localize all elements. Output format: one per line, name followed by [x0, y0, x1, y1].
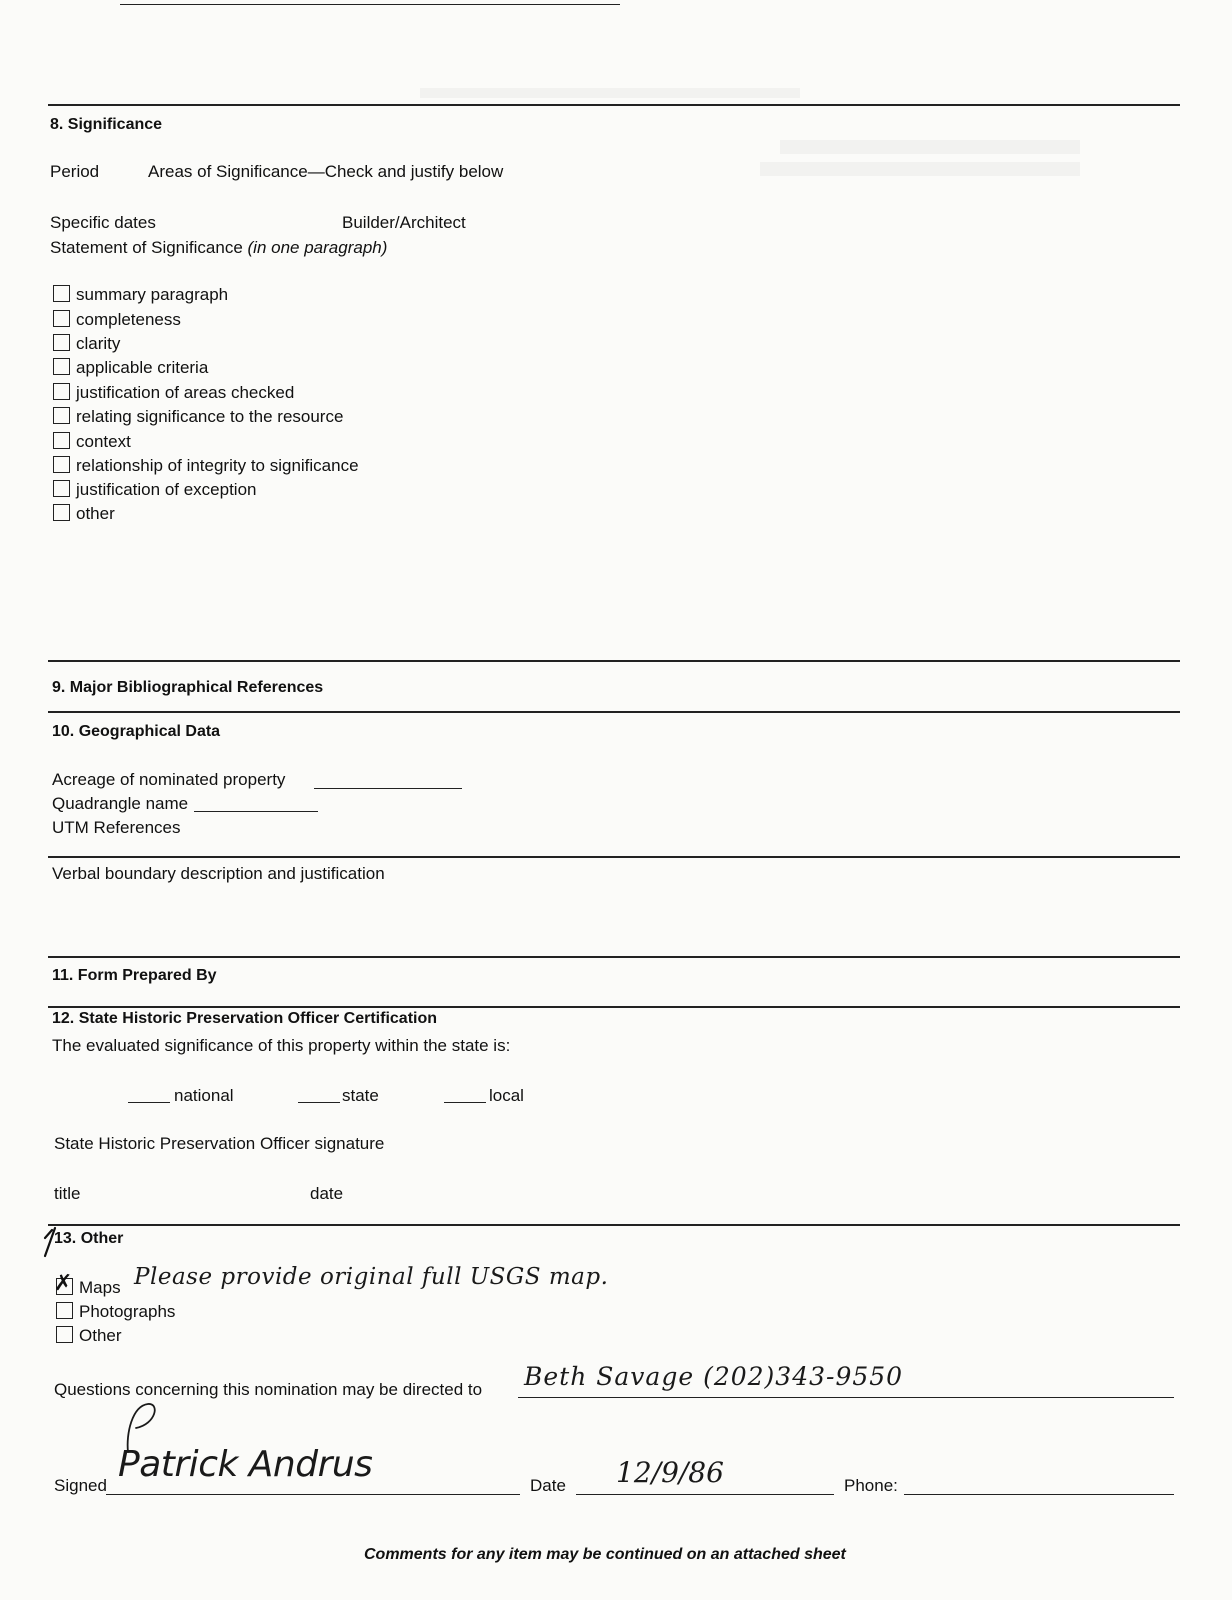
builder-architect-label: Builder/Architect	[342, 213, 466, 232]
checkbox[interactable]	[53, 285, 70, 302]
section-12-heading: 12. State Historic Preservation Officer Certification	[52, 1010, 438, 1027]
date-label: Date	[530, 1476, 566, 1495]
national-blank[interactable]	[128, 1102, 170, 1103]
national-label: national	[174, 1086, 234, 1105]
other-item-photographs	[56, 1302, 175, 1322]
checkbox[interactable]	[53, 383, 70, 400]
shpo-signature-label: State Historic Preservation Officer signature	[54, 1134, 385, 1153]
checklist-item	[53, 383, 294, 403]
checklist-item	[53, 310, 181, 330]
evaluated-significance-statement: The evaluated significance of this property within the state is:	[52, 1036, 511, 1055]
checklist-item	[53, 407, 343, 427]
quadrangle-label: Quadrangle name	[52, 794, 189, 813]
section-8-rule	[48, 104, 1180, 106]
checklist-label: clarity	[76, 334, 121, 353]
footer-note: Comments for any item may be continued on an attached sheet	[364, 1546, 846, 1563]
utm-references-label: UTM References	[52, 818, 181, 837]
shpo-date-label: date	[310, 1184, 344, 1203]
section-13-rule	[48, 1224, 1180, 1226]
verbal-boundary-label: Verbal boundary description and justification	[52, 864, 385, 883]
checklist-item	[53, 432, 131, 452]
contact-field[interactable]	[518, 1397, 1174, 1398]
checklist-label: context	[76, 432, 131, 451]
period-label: Period	[50, 162, 100, 181]
other-item-other	[56, 1326, 122, 1346]
section-10-heading: 10. Geographical Data	[52, 723, 221, 740]
phone-field[interactable]	[904, 1494, 1174, 1495]
other-checkbox[interactable]	[56, 1326, 73, 1343]
maps-checkbox[interactable]	[54, 1271, 73, 1296]
checkbox[interactable]	[53, 504, 70, 521]
areas-of-significance-label: Areas of Significance—Check and justify below	[148, 162, 504, 181]
checkbox[interactable]	[53, 456, 70, 473]
local-label: local	[489, 1086, 524, 1105]
checklist-label: relationship of integrity to significance	[76, 456, 359, 475]
quadrangle-field[interactable]	[194, 811, 318, 812]
maps-handwritten-note: Please provide original full USGS map.	[134, 1264, 609, 1290]
section-9-rule	[48, 660, 1180, 662]
checklist-item	[53, 480, 257, 500]
checkbox[interactable]	[53, 358, 70, 375]
section-8-heading: 8. Significance	[50, 116, 163, 133]
questions-label: Questions concerning this nomination may be directed to	[54, 1380, 483, 1399]
statement-note: (in one paragraph)	[247, 238, 388, 257]
signature-flourish	[118, 1394, 178, 1454]
checkbox[interactable]	[53, 407, 70, 424]
section-11-heading: 11. Form Prepared By	[52, 967, 217, 984]
section-11-rule	[48, 956, 1180, 958]
checkbox[interactable]	[53, 334, 70, 351]
date-handwritten: 12/9/86	[616, 1456, 724, 1489]
section-9-heading: 9. Major Bibliographical References	[52, 679, 324, 696]
check-x-icon: ✗	[54, 1271, 73, 1296]
photographs-label: Photographs	[79, 1302, 176, 1321]
signed-label: Signed	[54, 1476, 107, 1495]
state-blank[interactable]	[298, 1102, 340, 1103]
checklist-item	[53, 456, 359, 476]
checklist-item	[53, 285, 228, 305]
checklist-item	[53, 504, 115, 524]
specific-dates-label: Specific dates	[50, 213, 156, 232]
section-13-heading: 13. Other	[54, 1230, 124, 1247]
acreage-label: Acreage of nominated property	[52, 770, 286, 789]
checklist-item	[53, 358, 208, 378]
statement-of-significance-label	[50, 238, 387, 258]
checkbox[interactable]	[53, 310, 70, 327]
section-10-rule	[48, 711, 1180, 713]
checkbox[interactable]	[53, 432, 70, 449]
checklist-label: relating significance to the resource	[76, 407, 344, 426]
date-field[interactable]	[576, 1494, 834, 1495]
photographs-checkbox[interactable]	[56, 1302, 73, 1319]
signature-handwritten: Patrick Andrus	[118, 1444, 373, 1485]
checklist-label: completeness	[76, 310, 181, 329]
statement-label: Statement of Significance	[50, 238, 243, 257]
checklist-label: applicable criteria	[76, 358, 209, 377]
state-label: state	[342, 1086, 379, 1105]
signature-field[interactable]	[106, 1494, 520, 1495]
checklist-label: justification of areas checked	[76, 383, 295, 402]
checklist-label: summary paragraph	[76, 285, 229, 304]
verbal-boundary-rule	[48, 856, 1180, 858]
checklist-label: other	[76, 504, 115, 523]
section-12-rule	[48, 1006, 1180, 1008]
maps-label: Maps	[79, 1278, 121, 1297]
local-blank[interactable]	[444, 1102, 486, 1103]
checklist-label: justification of exception	[76, 480, 257, 499]
other-item-maps	[54, 1271, 121, 1298]
top-edge-rule	[120, 4, 620, 5]
contact-handwritten: Beth Savage (202)343-9550	[524, 1362, 904, 1391]
phone-label: Phone:	[844, 1476, 898, 1495]
checkbox[interactable]	[53, 480, 70, 497]
acreage-field[interactable]	[314, 788, 462, 789]
bleed-through	[780, 140, 1080, 154]
checklist-item	[53, 334, 120, 354]
other-label: Other	[79, 1326, 122, 1345]
shpo-title-label: title	[54, 1184, 81, 1203]
